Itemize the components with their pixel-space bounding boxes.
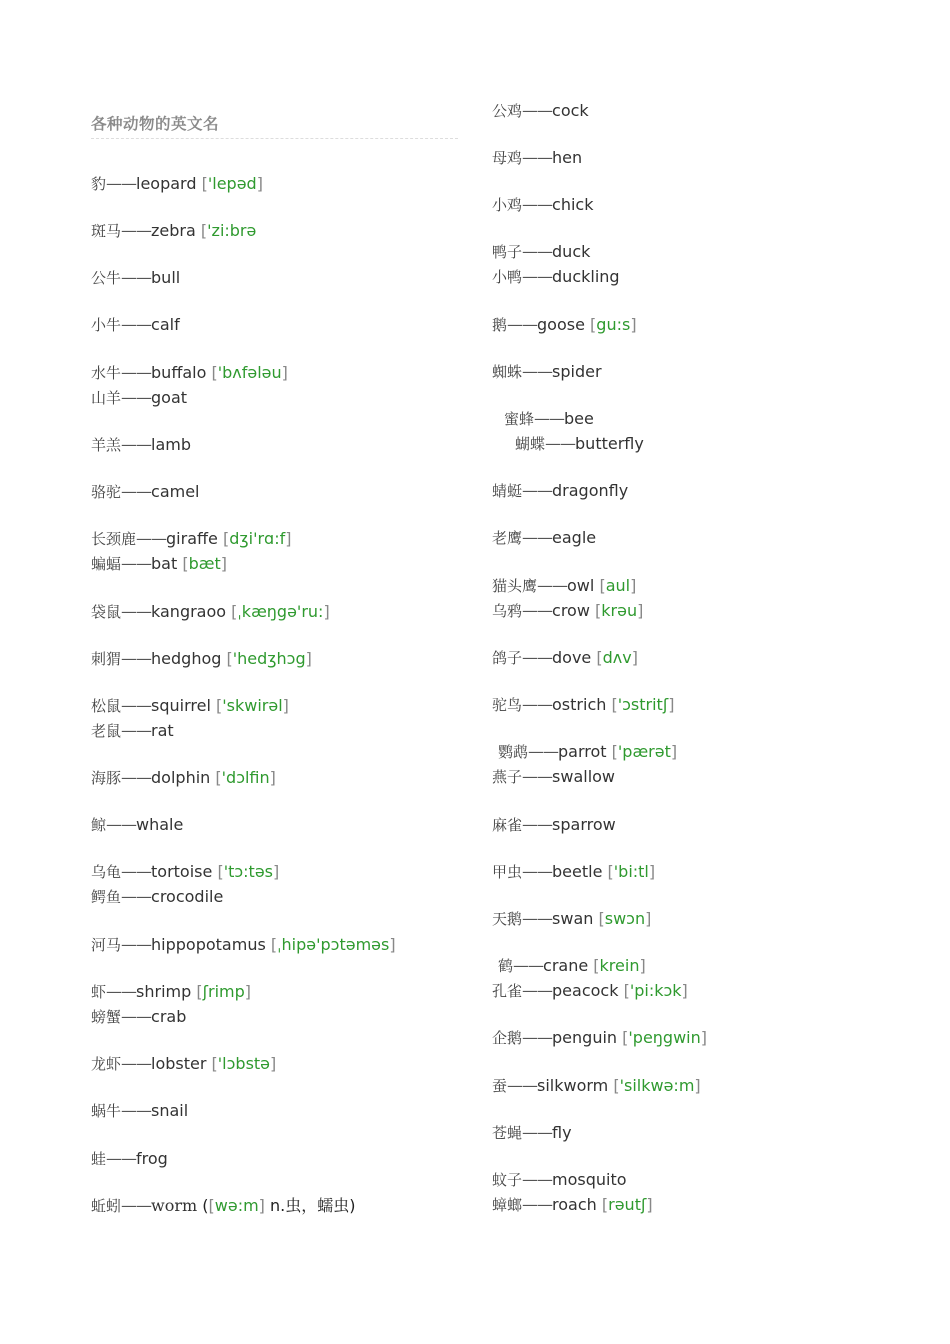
vocab-entry-bat — [91, 554, 227, 574]
separator-dash: —— — [522, 101, 553, 120]
separator-dash: —— — [522, 362, 553, 381]
vocab-entry-kangraoo — [91, 602, 330, 622]
phonetic-transcription: gu:s — [596, 315, 631, 334]
bracket-open: [ — [211, 1054, 218, 1073]
bracket-open: [ — [590, 315, 597, 334]
bracket-open: [ — [607, 862, 614, 881]
chinese-word: 母鸡 — [492, 149, 523, 167]
vocab-entry-goat — [91, 388, 187, 408]
english-word: snail — [151, 1101, 189, 1120]
definition-note: n.虫，蠕虫) — [264, 1196, 356, 1215]
chinese-word: 猫头鹰 — [492, 577, 538, 595]
vocab-entry-hen — [492, 148, 582, 168]
chinese-word: 斑马 — [91, 222, 122, 240]
chinese-word: 鲸 — [91, 816, 107, 834]
chinese-word: 河马 — [91, 936, 122, 954]
chinese-word: 蜗牛 — [91, 1102, 122, 1120]
separator-dash: —— — [522, 981, 553, 1000]
english-word: bull — [151, 268, 181, 287]
english-word: rat — [151, 721, 174, 740]
chinese-word: 乌鸦 — [492, 602, 523, 620]
chinese-word: 袋鼠 — [91, 603, 122, 621]
vocab-entry-penguin — [492, 1028, 707, 1048]
english-word: lobster — [151, 1054, 207, 1073]
bracket-close: ] — [630, 576, 637, 595]
english-word: fly — [552, 1123, 572, 1142]
english-word: calf — [151, 315, 180, 334]
separator-dash: —— — [522, 242, 553, 261]
english-word: eagle — [552, 528, 597, 547]
english-word: peacock — [552, 981, 619, 1000]
vocab-entry-zebra — [91, 221, 256, 241]
separator-dash: —— — [507, 1076, 538, 1095]
separator-dash: —— — [121, 768, 152, 787]
bracket-close: ] — [668, 695, 675, 714]
vocab-entry-crab — [91, 1007, 186, 1027]
phonetic-transcription: ˌhipə'pɔtəməs — [277, 935, 390, 954]
vocab-entry-eagle — [492, 528, 596, 548]
separator-dash: —— — [522, 528, 553, 547]
bracket-open: [ — [611, 695, 618, 714]
chinese-word: 海豚 — [91, 769, 122, 787]
english-word: bee — [564, 409, 594, 428]
separator-dash: —— — [106, 815, 137, 834]
vocab-entry-owl — [492, 576, 636, 596]
separator-dash: —— — [121, 649, 152, 668]
phonetic-transcription: 'ɔstritʃ — [617, 695, 669, 714]
chinese-word: 孔雀 — [492, 982, 523, 1000]
separator-dash: —— — [522, 648, 553, 667]
chinese-word: 虾 — [91, 983, 107, 1001]
vocab-entry-crocodile — [91, 887, 223, 907]
separator-dash: —— — [522, 1028, 553, 1047]
separator-dash: —— — [121, 268, 152, 287]
bracket-close: ] — [281, 363, 288, 382]
vocab-entry-chick — [492, 195, 593, 215]
vocab-entry-lamb — [91, 435, 191, 455]
english-word: worm — [151, 1196, 198, 1215]
bracket-close: ] — [631, 648, 638, 667]
separator-dash: —— — [121, 315, 152, 334]
english-word: crow — [552, 601, 590, 620]
chinese-word: 小鸭 — [492, 268, 523, 286]
separator-dash: —— — [522, 815, 553, 834]
phonetic-transcription: 'zi:brə — [207, 221, 257, 240]
bracket-close: ] — [694, 1076, 701, 1095]
vocab-entry-calf — [91, 315, 180, 335]
english-word: dolphin — [151, 768, 211, 787]
bracket-open: [ — [217, 862, 224, 881]
separator-dash: —— — [522, 481, 553, 500]
phonetic-transcription: 'peŋgwin — [628, 1028, 701, 1047]
separator-dash: —— — [121, 935, 152, 954]
chinese-word: 老鹰 — [492, 529, 523, 547]
bracket-close: ] — [285, 529, 292, 548]
phonetic-transcription: 'pi:kɔk — [629, 981, 682, 1000]
chinese-word: 乌龟 — [91, 863, 122, 881]
bracket-close: ] — [220, 554, 227, 573]
vocab-entry-bull — [91, 268, 180, 288]
english-word: zebra — [151, 221, 196, 240]
chinese-word: 山羊 — [91, 389, 122, 407]
bracket-open: ( — [202, 1196, 209, 1215]
vocab-entry-rat — [91, 721, 174, 741]
english-word: penguin — [552, 1028, 618, 1047]
separator-dash: —— — [121, 862, 152, 881]
separator-dash: —— — [522, 909, 553, 928]
phonetic-transcription: 'silkwə:m — [619, 1076, 695, 1095]
bracket-open: [ — [598, 909, 605, 928]
phonetic-transcription: 'pærət — [617, 742, 671, 761]
chinese-word: 豹 — [91, 175, 107, 193]
english-word: beetle — [552, 862, 603, 881]
english-word: dove — [552, 648, 592, 667]
phonetic-transcription: 'bʌfələu — [217, 363, 282, 382]
separator-dash: —— — [522, 767, 553, 786]
separator-dash: —— — [121, 482, 152, 501]
chinese-word: 苍蝇 — [492, 1124, 523, 1142]
english-word: swallow — [552, 767, 616, 786]
english-word: giraffe — [166, 529, 218, 548]
bracket-open: [ — [182, 554, 189, 573]
phonetic-transcription: 'lɔbstə — [217, 1054, 271, 1073]
bracket-close: ] — [389, 935, 396, 954]
chinese-word: 天鹅 — [492, 910, 523, 928]
phonetic-transcription: aul — [605, 576, 631, 595]
separator-dash: —— — [545, 434, 576, 453]
vocab-entry-snail — [91, 1101, 188, 1121]
chinese-word: 蜜蜂 — [504, 410, 535, 428]
vocab-entry-bee — [504, 409, 594, 429]
separator-dash: —— — [106, 1149, 137, 1168]
vocab-entry-whale — [91, 815, 183, 835]
separator-dash: —— — [121, 696, 152, 715]
english-word: goose — [537, 315, 585, 334]
bracket-open: [ — [601, 1195, 609, 1214]
chinese-word: 甲虫 — [492, 863, 523, 881]
vocab-entry-parrot — [498, 742, 677, 762]
english-word: tortoise — [151, 862, 213, 881]
separator-dash: —— — [121, 221, 152, 240]
separator-dash: —— — [121, 1196, 152, 1215]
vocab-entry-lobster — [91, 1054, 276, 1074]
chinese-word: 刺猬 — [91, 650, 122, 668]
vocab-entry-mosquito — [492, 1170, 627, 1190]
vocab-entry-buffalo — [91, 363, 288, 383]
separator-dash: —— — [121, 435, 152, 454]
bracket-open: [ — [595, 601, 602, 620]
vocab-entry-beetle — [492, 862, 655, 882]
english-word: mosquito — [552, 1170, 627, 1189]
separator-dash: —— — [106, 982, 137, 1001]
english-word: ostrich — [552, 695, 607, 714]
chinese-word: 羊羔 — [91, 436, 122, 454]
bracket-close: ] — [269, 768, 276, 787]
chinese-word: 鸽子 — [492, 649, 523, 667]
separator-dash: —— — [121, 1101, 152, 1120]
separator-dash: —— — [121, 363, 152, 382]
vocab-entry-tortoise — [91, 862, 279, 882]
chinese-word: 蟑螂 — [492, 1196, 523, 1214]
bracket-open: [ — [200, 221, 208, 240]
phonetic-transcription: krəu — [601, 601, 638, 620]
bracket-open: [ — [596, 648, 603, 667]
bracket-open: [ — [211, 363, 218, 382]
chinese-word: 驼鸟 — [492, 696, 523, 714]
english-word: swan — [552, 909, 594, 928]
separator-dash: —— — [522, 601, 553, 620]
phonetic-transcription: 'skwirəl — [222, 696, 283, 715]
bracket-open: [ — [613, 1076, 620, 1095]
vocab-entry-roach — [492, 1195, 653, 1215]
separator-dash: —— — [522, 267, 553, 286]
chinese-word: 企鹅 — [492, 1029, 523, 1047]
chinese-word: 蝴蝶 — [515, 435, 546, 453]
phonetic-transcription: dʒi'rɑ:f — [229, 529, 286, 548]
bracket-open: [ — [270, 935, 278, 954]
english-word: dragonfly — [552, 481, 629, 500]
vocab-entry-dolphin — [91, 768, 276, 788]
chinese-word: 鹤 — [498, 957, 514, 975]
separator-dash: —— — [106, 174, 137, 193]
vocab-entry-spider — [492, 362, 602, 382]
vocab-entry-hippopotamus — [91, 935, 396, 955]
bracket-open: [ — [623, 981, 630, 1000]
vocab-entry-fly — [492, 1123, 572, 1143]
bracket-open: [ — [222, 529, 230, 548]
bracket-close: ] — [670, 742, 678, 761]
chinese-word: 蚕 — [492, 1077, 508, 1095]
separator-dash: —— — [522, 1123, 553, 1142]
english-word: owl — [567, 576, 595, 595]
english-word: chick — [552, 195, 594, 214]
english-word: crab — [151, 1007, 187, 1026]
bracket-close: ] — [645, 909, 652, 928]
bracket-open: [ — [215, 768, 222, 787]
english-word: whale — [136, 815, 184, 834]
vocab-entry-worm — [91, 1196, 355, 1216]
english-word: spider — [552, 362, 602, 381]
english-word: hippopotamus — [151, 935, 266, 954]
separator-dash: —— — [121, 1054, 152, 1073]
phonetic-transcription: ˌkæŋgə'ru: — [237, 602, 324, 621]
bracket-open: [ — [611, 742, 618, 761]
bracket-open: [ — [599, 576, 606, 595]
english-word: leopard — [136, 174, 197, 193]
chinese-word: 麻雀 — [492, 816, 523, 834]
page-title: 各种动物的英文名 — [91, 112, 458, 139]
bracket-close: ] — [648, 862, 656, 881]
bracket-close: ] — [258, 1196, 265, 1215]
english-word: bat — [151, 554, 178, 573]
bracket-close: ] — [256, 174, 263, 193]
bracket-close: ] — [305, 649, 312, 668]
chinese-word: 长颈鹿 — [91, 530, 137, 548]
vocab-entry-duckling — [492, 267, 620, 287]
english-word: camel — [151, 482, 200, 501]
bracket-close: ] — [637, 601, 644, 620]
chinese-word: 鹅 — [492, 316, 508, 334]
bracket-close: ] — [244, 982, 251, 1001]
english-word: goat — [151, 388, 188, 407]
vocab-entry-peacock — [492, 981, 688, 1001]
vocab-entry-goose — [492, 315, 637, 335]
vocab-entry-dragonfly — [492, 481, 628, 501]
vocab-entry-sparrow — [492, 815, 616, 835]
chinese-word: 蚯蚓 — [91, 1197, 122, 1215]
separator-dash: —— — [522, 1195, 553, 1214]
separator-dash: —— — [121, 554, 152, 573]
chinese-word: 蝙蝠 — [91, 555, 122, 573]
vocab-entry-cock — [492, 101, 589, 121]
vocab-entry-swan — [492, 909, 651, 929]
separator-dash: —— — [537, 576, 568, 595]
bracket-close: ] — [639, 956, 646, 975]
bracket-open: [ — [201, 174, 208, 193]
separator-dash: —— — [522, 195, 553, 214]
vocab-entry-leopard — [91, 174, 263, 194]
chinese-word: 蚊子 — [492, 1171, 523, 1189]
vocab-entry-dove — [492, 648, 638, 668]
english-word: buffalo — [151, 363, 207, 382]
english-word: duck — [552, 242, 591, 261]
chinese-word: 公鸡 — [492, 102, 523, 120]
vocab-entry-butterfly — [515, 434, 644, 454]
english-word: lamb — [151, 435, 192, 454]
vocab-entry-giraffe — [91, 529, 291, 549]
english-word: crane — [543, 956, 589, 975]
separator-dash: —— — [534, 409, 565, 428]
chinese-word: 鸭子 — [492, 243, 523, 261]
separator-dash: —— — [522, 148, 553, 167]
phonetic-transcription: 'bi:tl — [613, 862, 649, 881]
separator-dash: —— — [121, 602, 152, 621]
english-word: silkworm — [537, 1076, 609, 1095]
english-word: crocodile — [151, 887, 224, 906]
bracket-close: ] — [273, 862, 280, 881]
phonetic-transcription: 'hedʒhɔg — [232, 649, 306, 668]
bracket-close: ] — [630, 315, 637, 334]
chinese-word: 小鸡 — [492, 196, 523, 214]
chinese-word: 水牛 — [91, 364, 122, 382]
bracket-close: ] — [282, 696, 289, 715]
english-word: cock — [552, 101, 589, 120]
phonetic-transcription: wə:m — [214, 1196, 259, 1215]
phonetic-transcription: ʃrimp — [202, 982, 245, 1001]
bracket-open: [ — [226, 649, 233, 668]
english-word: sparrow — [552, 815, 616, 834]
vocab-entry-frog — [91, 1149, 168, 1169]
bracket-open: [ — [208, 1196, 215, 1215]
english-word: roach — [552, 1195, 597, 1214]
separator-dash: —— — [522, 862, 553, 881]
chinese-word: 蜻蜓 — [492, 482, 523, 500]
chinese-word: 螃蟹 — [91, 1008, 122, 1026]
separator-dash: —— — [121, 887, 152, 906]
chinese-word: 龙虾 — [91, 1055, 122, 1073]
vocab-entry-silkworm — [492, 1076, 701, 1096]
vocab-entry-ostrich — [492, 695, 674, 715]
english-word: butterfly — [575, 434, 644, 453]
vocab-entry-shrimp — [91, 982, 251, 1002]
vocab-entry-swallow — [492, 767, 615, 787]
chinese-word: 蜘蛛 — [492, 363, 523, 381]
separator-dash: —— — [121, 388, 152, 407]
bracket-open: [ — [216, 696, 223, 715]
bracket-close: ] — [270, 1054, 277, 1073]
separator-dash: —— — [522, 1170, 553, 1189]
chinese-word: 蛙 — [91, 1150, 107, 1168]
vocab-entry-squirrel — [91, 696, 289, 716]
bracket-close: ] — [323, 602, 330, 621]
phonetic-transcription: 'tɔ:təs — [223, 862, 273, 881]
phonetic-transcription: swɔn — [604, 909, 646, 928]
chinese-word: 骆驼 — [91, 483, 122, 501]
english-word: shrimp — [136, 982, 192, 1001]
english-word: hedghog — [151, 649, 222, 668]
chinese-word: 松鼠 — [91, 697, 122, 715]
vocab-entry-crow — [492, 601, 643, 621]
english-word: squirrel — [151, 696, 211, 715]
vocab-entry-camel — [91, 482, 200, 502]
english-word: parrot — [558, 742, 607, 761]
separator-dash: —— — [121, 721, 152, 740]
vocab-entry-hedghog — [91, 649, 312, 669]
chinese-word: 鳄鱼 — [91, 888, 122, 906]
bracket-open: [ — [622, 1028, 629, 1047]
bracket-open: [ — [196, 982, 203, 1001]
english-word: duckling — [552, 267, 620, 286]
phonetic-transcription: rəutʃ — [608, 1195, 647, 1214]
vocab-entry-crane — [498, 956, 646, 976]
chinese-word: 燕子 — [492, 768, 523, 786]
english-word: kangraoo — [151, 602, 227, 621]
chinese-word: 鹦鹉 — [498, 743, 529, 761]
separator-dash: —— — [513, 956, 544, 975]
bracket-close: ] — [700, 1028, 708, 1047]
chinese-word: 公牛 — [91, 269, 122, 287]
bracket-open: [ — [593, 956, 600, 975]
separator-dash: —— — [507, 315, 538, 334]
phonetic-transcription: 'dɔlfin — [221, 768, 270, 787]
english-word: hen — [552, 148, 583, 167]
separator-dash: —— — [121, 1007, 152, 1026]
chinese-word: 小牛 — [91, 316, 122, 334]
phonetic-transcription: krein — [599, 956, 640, 975]
phonetic-transcription: dʌv — [602, 648, 632, 667]
bracket-close: ] — [681, 981, 688, 1000]
separator-dash: —— — [522, 695, 553, 714]
separator-dash: —— — [528, 742, 559, 761]
bracket-close: ] — [646, 1195, 653, 1214]
chinese-word: 老鼠 — [91, 722, 122, 740]
phonetic-transcription: bæt — [188, 554, 221, 573]
separator-dash: —— — [136, 529, 167, 548]
bracket-open: [ — [231, 602, 238, 621]
vocab-entry-duck — [492, 242, 590, 262]
phonetic-transcription: 'lepəd — [207, 174, 257, 193]
english-word: frog — [136, 1149, 168, 1168]
